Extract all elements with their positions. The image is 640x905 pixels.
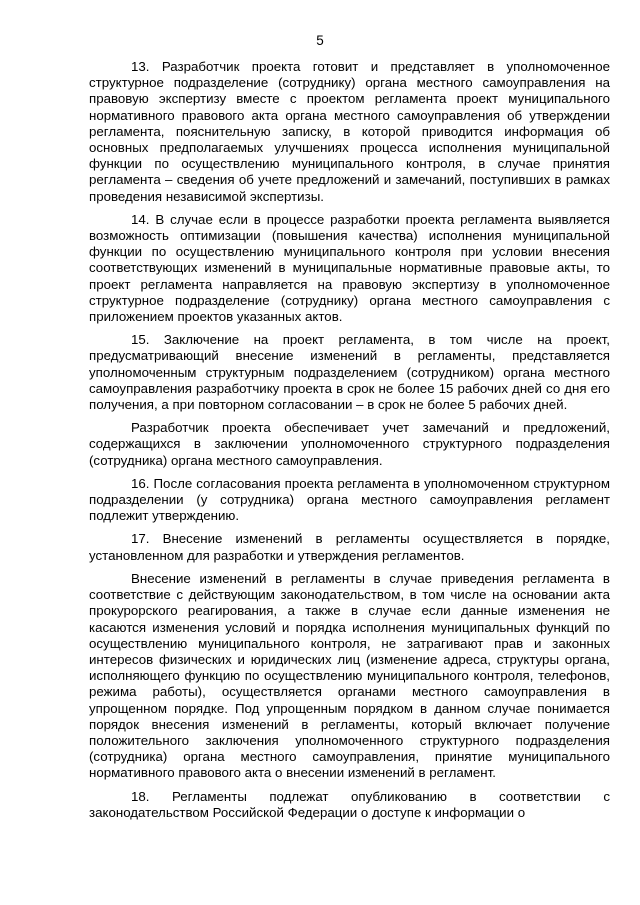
paragraph-14: 14. В случае если в процессе разработки проекта регламента выявляется возможность оптимизации (повышения качества) исполнения муниципальной функции по осуществлению муниципального контроля при условии внесения соответствующих изменений в муниципальные нормативные правовые акты, то проект регламента направляется на правовую экспертизу в уполномоченное структурное подразделение (сотруднику) органа местного самоуправления с приложением проектов указанных актов. bbox=[89, 211, 610, 325]
paragraph-17-continuation: Внесение изменений в регламенты в случае приведения регламента в соответствие с действующим законодательством, в том числе на основании акта прокурорского реагирования, а также в случае если данные изменения не касаются изменения условий и порядка исполнения муниципальных функций по осуществлению муниципального контроля, не затрагивают прав и законных интересов физических и юридических лиц (изменение адреса, структуры органа, исполняющего функцию по осуществлению муниципального контроля, телефонов, режима работы), осуществляется органами местного самоуправления в упрощенном порядке. Под упрощенным порядком в данном случае понимается порядок внесения изменений в регламенты, который включает получение положительного заключения уполномоченного структурного подразделения (сотрудника) органа местного самоуправления, принятие муниципального нормативного правового акта о внесении изменений в регламент. bbox=[89, 570, 610, 781]
paragraph-17: 17. Внесение изменений в регламенты осуществляется в порядке, установленном для разработки и утверждения регламентов. bbox=[89, 531, 610, 563]
paragraph-16: 16. После согласования проекта регламента в уполномоченном структурном подразделении (у сотрудника) органа местного самоуправления регламент подлежит утверждению. bbox=[89, 475, 610, 524]
document-body bbox=[89, 59, 610, 828]
paragraph-18: 18. Регламенты подлежат опубликованию в соответствии с законодательством Российской Федерации о доступе к информации о bbox=[89, 788, 610, 820]
paragraph-15-continuation: Разработчик проекта обеспечивает учет замечаний и предложений, содержащихся в заключении уполномоченного структурного подразделения (сотрудника) органа местного самоуправления. bbox=[89, 420, 610, 468]
paragraph-15: 15. Заключение на проект регламента, в том числе на проект, предусматривающий внесение изменений в регламенты, представляется уполномоченным структурным подразделением (сотрудником) органа местного самоуправления разработчику проекта в срок не более 15 рабочих дней со дня его получения, а при повторном согласовании – в срок не более 5 рабочих дней. bbox=[89, 332, 610, 413]
paragraph-13: 13. Разработчик проекта готовит и представляет в уполномоченное структурное подразделение (сотруднику) органа местного самоуправления на правовую экспертизу вместе с проектом регламента проект муниципального нормативного правового акта органа местного самоуправления об утверждении регламента, пояснительную записку, в которой приводится информация об основных предполагаемых улучшениях процесса исполнения муниципальной функции по осуществлению муниципального контроля, в случае принятия регламента – сведения об учете предложений и замечаний, поступивших в рамках проведения независимой экспертизы. bbox=[89, 59, 610, 204]
page-number: 5 bbox=[316, 33, 324, 48]
